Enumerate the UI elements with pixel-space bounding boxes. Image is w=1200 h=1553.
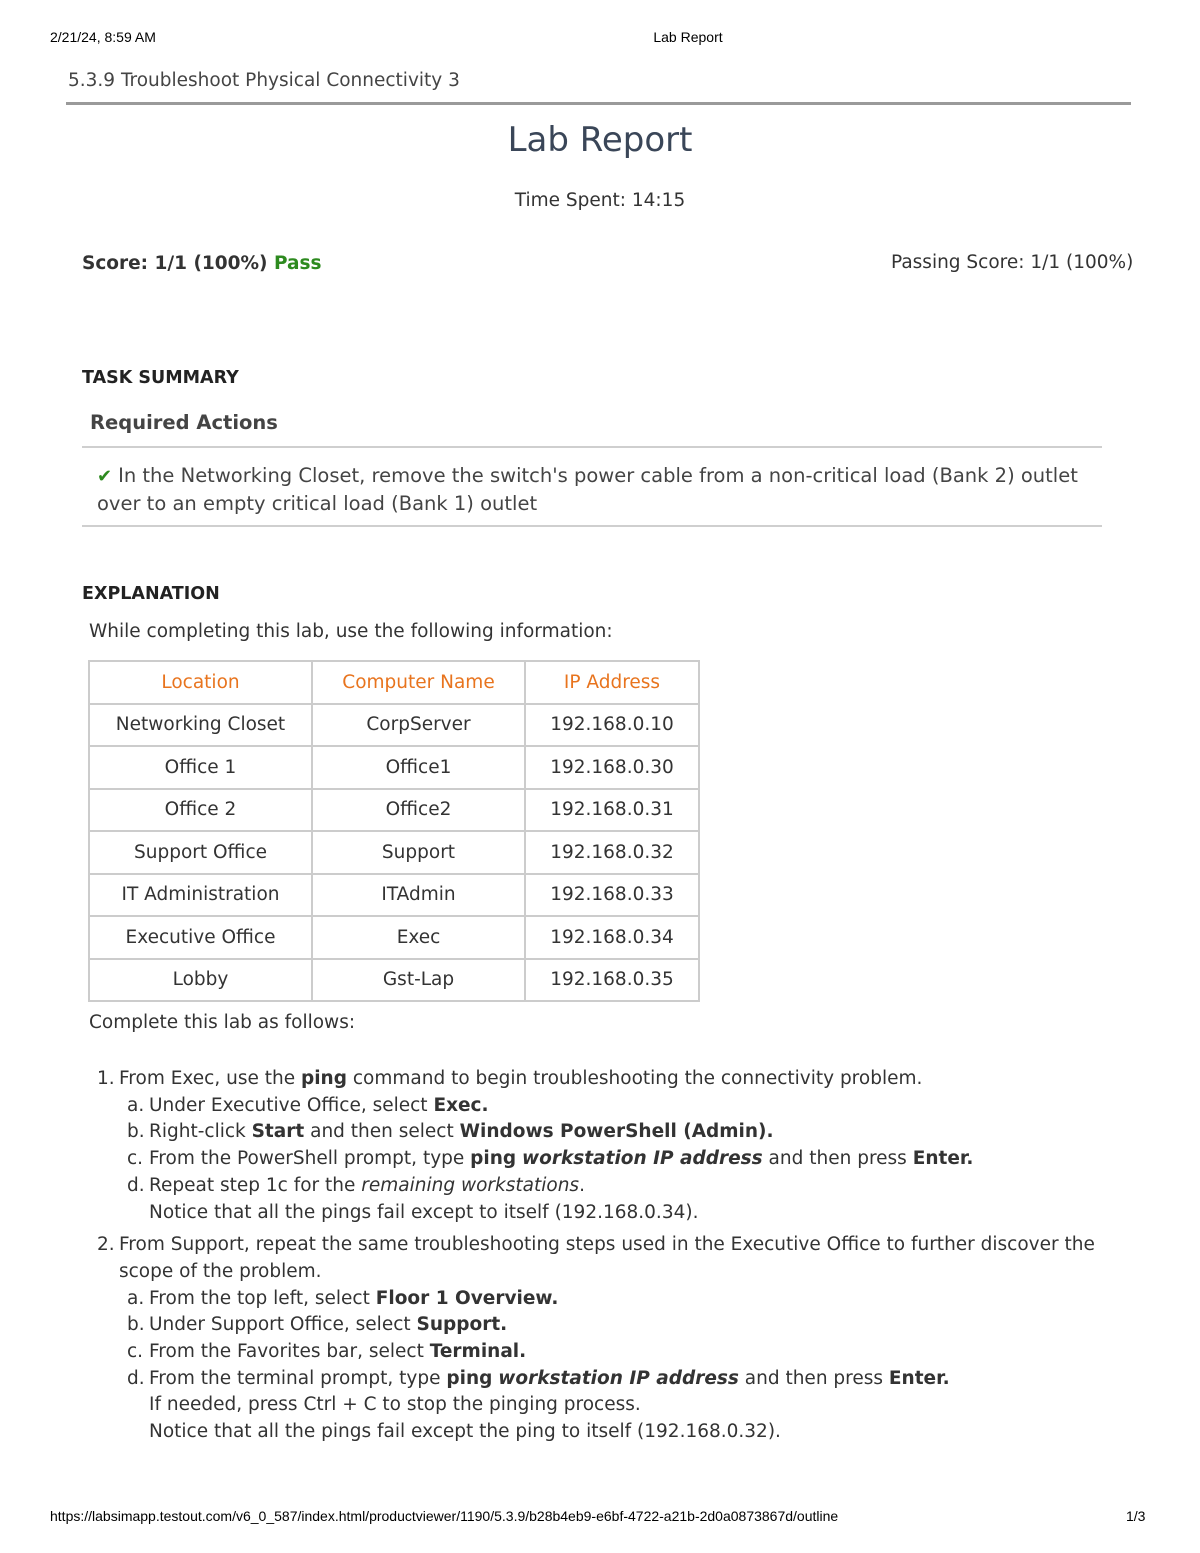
table-cell: 192.168.0.34: [525, 916, 699, 959]
substep-item: [97, 1312, 1107, 1339]
table-row: [89, 874, 699, 917]
required-actions-heading: Required Actions: [90, 411, 278, 434]
table-row: [89, 746, 699, 789]
table-cell: CorpServer: [312, 704, 525, 747]
step-text-segment: Right-click: [149, 1121, 252, 1143]
complete-instructions-label: Complete this lab as follows:: [89, 1012, 356, 1033]
explanation-heading: EXPLANATION: [82, 584, 220, 604]
table-row: [89, 959, 699, 1002]
table-cell: ITAdmin: [312, 874, 525, 917]
step-text-segment: and then select: [304, 1121, 460, 1143]
substep-item: [97, 1119, 1107, 1146]
table-cell: Lobby: [89, 959, 312, 1002]
table-cell: Support: [312, 831, 525, 874]
table-cell: Office 1: [89, 746, 312, 789]
step-number: 2.: [97, 1234, 115, 1256]
substep-letter: d.: [127, 1174, 145, 1196]
column-header: Computer Name: [312, 661, 525, 704]
step-item: [97, 1232, 1107, 1285]
table-body: [89, 704, 699, 1002]
divider: [82, 525, 1102, 527]
title-divider: [66, 102, 1131, 105]
step-text-segment: Support.: [416, 1314, 508, 1336]
step-text-segment: From the terminal prompt, type: [149, 1367, 447, 1389]
table-cell: Office1: [312, 746, 525, 789]
step-text-segment: and then press: [738, 1367, 889, 1389]
lab-name: 5.3.9 Troubleshoot Physical Connectivity 3: [68, 70, 460, 91]
print-title: Lab Report: [653, 29, 723, 45]
substep-letter: c.: [127, 1341, 144, 1363]
substep-item: [97, 1339, 1107, 1366]
step-text-segment: Enter.: [888, 1367, 950, 1389]
step-text-segment: command to begin troubleshooting the connectivity problem.: [346, 1068, 923, 1089]
step-text-segment: remaining workstations: [361, 1174, 580, 1196]
step-note: Notice that all the pings fail except the ping to itself (192.168.0.32).: [149, 1421, 781, 1443]
substep-item: [97, 1146, 1107, 1173]
step-note: If needed, press Ctrl + C to stop the pinging process.: [149, 1394, 641, 1416]
table-cell: Support Office: [89, 831, 312, 874]
page-number: 1/3: [1126, 1508, 1146, 1524]
required-action-item: [97, 462, 1107, 517]
step-text-segment: Floor 1 Overview.: [375, 1287, 559, 1309]
step-text-segment: .: [579, 1174, 585, 1196]
step-text-segment: Under Support Office, select: [149, 1314, 417, 1336]
table-cell: 192.168.0.33: [525, 874, 699, 917]
step-text-segment: workstation IP address: [522, 1148, 763, 1170]
table-row: [89, 789, 699, 832]
step-text-segment: Windows PowerShell (Admin).: [459, 1121, 774, 1143]
substep-letter: c.: [127, 1148, 144, 1170]
table-cell: Exec: [312, 916, 525, 959]
time-spent: Time Spent: 14:15: [514, 190, 686, 211]
step-text-segment: Exec.: [433, 1094, 489, 1116]
step-text-segment: Enter.: [912, 1148, 974, 1170]
score: [82, 253, 322, 274]
substep-item: [97, 1366, 1107, 1393]
checkmark-icon: ✔: [97, 466, 113, 487]
step-text-segment: Repeat step 1c for the: [149, 1174, 362, 1196]
table-cell: 192.168.0.31: [525, 789, 699, 832]
substep-letter: d.: [127, 1367, 145, 1389]
page-title: Lab Report: [507, 120, 693, 160]
table-cell: Office 2: [89, 789, 312, 832]
substep-letter: a.: [127, 1287, 145, 1309]
table-cell: 192.168.0.10: [525, 704, 699, 747]
substep-letter: b.: [127, 1314, 145, 1336]
step-item: [97, 1066, 1107, 1093]
step-text-segment: and then press: [762, 1148, 913, 1170]
substep-item: [97, 1286, 1107, 1313]
column-header: IP Address: [525, 661, 699, 704]
step-text-segment: Under Executive Office, select: [149, 1094, 434, 1116]
step-text-segment: From Support, repeat the same troubleshooting steps used in the Executive Office to further discover the scope of the problem.: [119, 1234, 1095, 1282]
divider: [82, 446, 1102, 448]
substep-item: [97, 1173, 1107, 1200]
table-cell: IT Administration: [89, 874, 312, 917]
step-text-segment: From the PowerShell prompt, type: [149, 1148, 471, 1170]
step-text-segment: ping: [300, 1068, 347, 1089]
table-cell: Executive Office: [89, 916, 312, 959]
step-note: Notice that all the pings fail except to itself (192.168.0.34).: [149, 1201, 699, 1223]
table-row: [89, 916, 699, 959]
table-row: [89, 704, 699, 747]
substep-item: [97, 1093, 1107, 1120]
passing-score: Passing Score: 1/1 (100%): [891, 252, 1134, 273]
step-text-segment: From Exec, use the: [119, 1068, 301, 1089]
table-header-row: [89, 661, 699, 704]
step-text-segment: workstation IP address: [498, 1367, 739, 1389]
info-table: [88, 660, 700, 1002]
step-text-segment: Terminal.: [429, 1341, 527, 1363]
table-cell: 192.168.0.32: [525, 831, 699, 874]
print-url: https://labsimapp.testout.com/v6_0_587/index.html/productviewer/1190/5.3.9/b28b4eb9-e6bf-4722-a21b-2d0a0873867d/outline: [50, 1508, 839, 1524]
column-header: Location: [89, 661, 312, 704]
table-row: [89, 831, 699, 874]
table-cell: Networking Closet: [89, 704, 312, 747]
table-cell: 192.168.0.35: [525, 959, 699, 1002]
step-text-segment: ping: [470, 1148, 517, 1170]
step-text-segment: From the top left, select: [149, 1287, 376, 1309]
score-value: Score: 1/1 (100%): [82, 253, 268, 274]
explanation-intro: While completing this lab, use the following information:: [89, 621, 613, 642]
print-datetime: 2/21/24, 8:59 AM: [50, 29, 156, 45]
substep-letter: b.: [127, 1121, 145, 1143]
substep-letter: a.: [127, 1094, 145, 1116]
step-text-segment: Start: [251, 1121, 305, 1143]
table-cell: Gst-Lap: [312, 959, 525, 1002]
pass-status-badge: Pass: [273, 253, 322, 274]
step-number: 1.: [97, 1068, 115, 1089]
task-summary-heading: TASK SUMMARY: [82, 368, 239, 388]
steps-list: [97, 1066, 1107, 1452]
required-action-text: In the Networking Closet, remove the switch's power cable from a non-critical load (Bank 2) outlet over to an empty critical load (Bank 1) outlet: [97, 464, 1078, 515]
step-text-segment: From the Favorites bar, select: [149, 1341, 430, 1363]
step-text-segment: ping: [446, 1367, 493, 1389]
table-cell: Office2: [312, 789, 525, 832]
table-cell: 192.168.0.30: [525, 746, 699, 789]
